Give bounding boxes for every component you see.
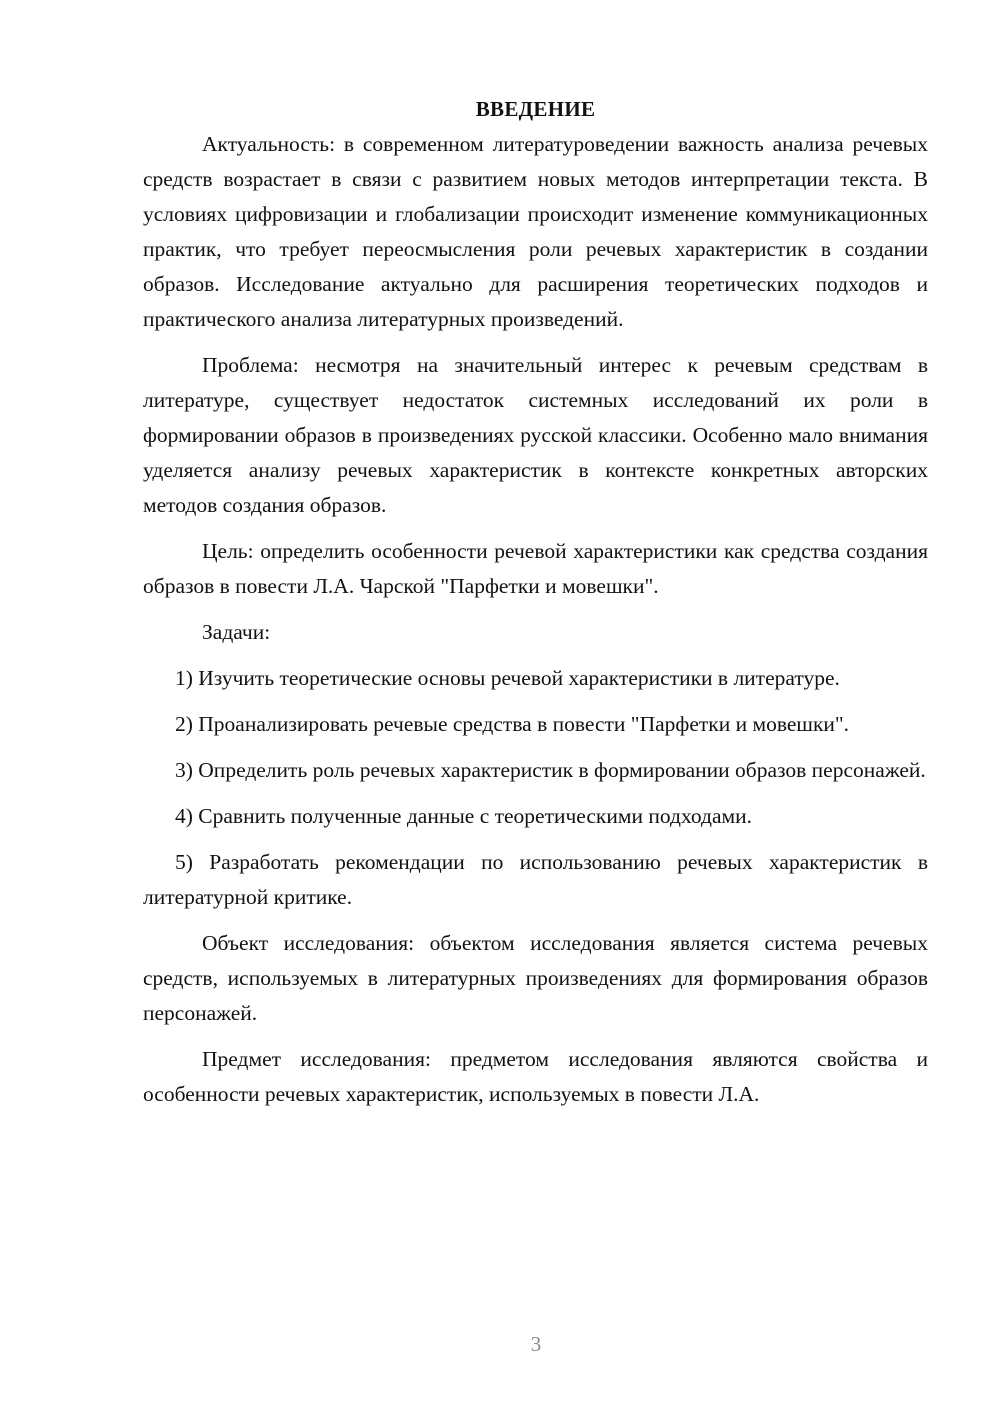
problem-paragraph: Проблема: несмотря на значительный интерес к речевым средствам в литературе, существует недостаток системных исследований их роли в формировании образов в произведениях русской классики. Особенно мало внимания уделяется анализу речевых характеристик в контексте конкретных авторских методов создания образов. [143, 353, 928, 517]
task-item-5: 5) Разработать рекомендации по использованию речевых характеристик в литературной критике. [143, 850, 928, 909]
task-item-3: 3) Определить роль речевых характеристик в формировании образов персонажей. [175, 758, 926, 782]
page-number: 3 [530, 1332, 542, 1356]
task-item-1: 1) Изучить теоретические основы речевой характеристики в литературе. [175, 666, 840, 690]
subject-paragraph: Предмет исследования: предметом исследования являются свойства и особенности речевых характеристик, используемых в повести Л.А. [143, 1047, 928, 1106]
document-page [143, 92, 928, 1112]
goal-paragraph: Цель: определить особенности речевой характеристики как средства создания образов в повести Л.А. Чарской "Парфетки и мовешки". [143, 539, 928, 598]
relevance-paragraph: Актуальность: в современном литературоведении важность анализа речевых средств возрастает в связи с развитием новых методов интерпретации текста. В условиях цифровизации и глобализации происходит изменение коммуникационных практик, что требует переосмысления роли речевых характеристик в создании образов. Исследование актуально для расширения теоретических подходов и практического анализа литературных произведений. [143, 132, 928, 331]
task-item-4: 4) Сравнить полученные данные с теоретическими подходами. [175, 804, 752, 828]
tasks-label: Задачи: [202, 620, 271, 644]
task-item-2: 2) Проанализировать речевые средства в повести "Парфетки и мовешки". [175, 712, 850, 736]
object-paragraph: Объект исследования: объектом исследования является система речевых средств, используемых в литературных произведениях для формирования образов персонажей. [143, 931, 928, 1025]
section-heading: ВВЕДЕНИЕ [475, 97, 596, 121]
